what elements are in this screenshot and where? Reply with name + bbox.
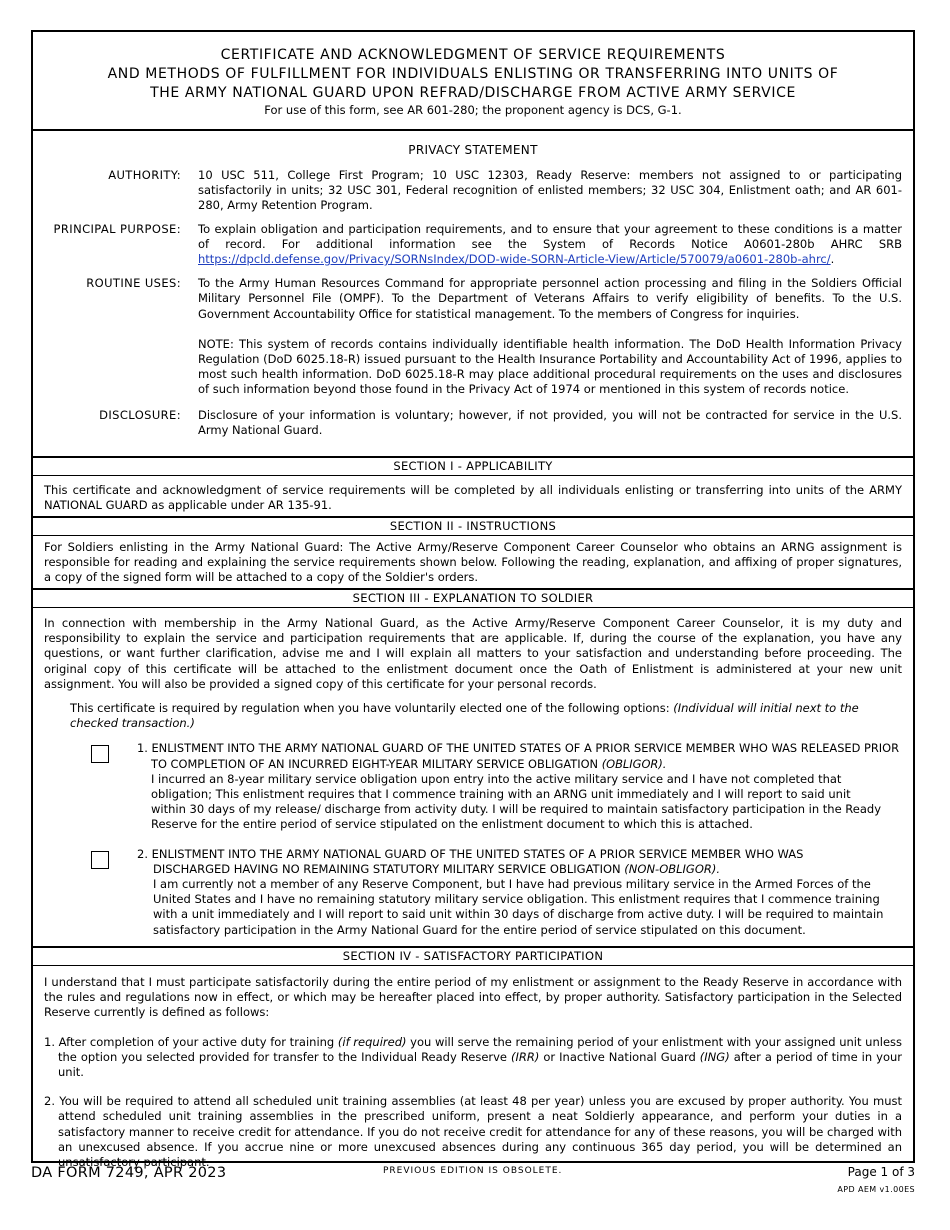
option-1-title-row (137, 741, 900, 771)
option-2-text: I am currently not a member of any Reserve Component, but I have had previous military service in the Armed Forces of the United States and I have no remaining statutory military service obligation. This enlistment requires that I commence training with a unit immediately and I will report to said unit within 30 days of discharge from active duty. I will be required to maintain satisfactory participation in the Army National Guard for the entire period of service stipulated on this document. (153, 877, 884, 937)
disclosure-label: DISCLOSURE: (99, 407, 181, 422)
sorn-link[interactable]: https://dpcld.defense.gov/Privacy/SORNsIndex/DOD-wide-SORN-Article-View/Article/570079/a0601-280b-ahrc/ (198, 252, 831, 267)
option-1-title: 1. ENLISTMENT INTO THE ARMY NATIONAL GUARD OF THE UNITED STATES OF A PRIOR SERVICE MEMBER WHO WAS RELEASED PRIOR TO COMPLETION OF AN INCURRED EIGHT-YEAR MILITARY SERVICE OBLIGATION (137, 741, 900, 771)
routine-label: ROUTINE USES: (86, 276, 181, 291)
intro-text: This certificate is required by regulation when you have voluntarily elected one of the following options: (70, 701, 670, 716)
disclosure-row (33, 408, 913, 438)
section-2-text: For Soldiers enlisting in the Army National Guard: The Active Army/Reserve Component Career Counselor who obtains an ARNG assignment is responsible for reading and explaining the service requirements shown below. Following the reading, explanation, and affixing of proper signatures, a copy of the signed form will be attached to a copy of the Soldier's orders. (44, 540, 902, 585)
section-4 (33, 948, 913, 1170)
disclosure-text: Disclosure of your information is voluntary; however, if not provided, you will not be contracted for service in the U.S. Army National Guard. (198, 407, 902, 437)
section-3-heading: SECTION III - EXPLANATION TO SOLDIER (33, 590, 913, 608)
option-2-tag: (NON-OBLIGOR). (624, 861, 721, 876)
purpose-text: To explain obligation and participation requirements, and to ensure that your agreement to these conditions is a matter of record. For additional information see the System of Records Notice A0601-280b AHRC SRB (198, 221, 902, 251)
title-line-1: CERTIFICATE AND ACKNOWLEDGMENT OF SERVICE REQUIREMENTS (220, 47, 726, 63)
form-title-block (33, 32, 913, 131)
section-1-text: This certificate and acknowledgment of service requirements will be completed by all individuals enlisting or transferring into units of the ARMY NATIONAL GUARD as applicable under AR 135-91. (44, 483, 902, 513)
authority-row (33, 168, 913, 214)
section-3 (33, 590, 913, 948)
authority-text: 10 USC 511, College First Program; 10 USC 12303, Ready Reserve: members not assigned to or participating satisfactorily in units; 32 USC 301, Federal recognition of enlisted members; 32 USC 304, Enlistment oath; and AR 601-280, Army Retention Program. (198, 168, 902, 213)
option-2-checkbox[interactable] (91, 851, 109, 869)
purpose-row (33, 222, 913, 268)
purpose-label: PRINCIPAL PURPOSE: (53, 221, 181, 236)
item-1-i3: (ING) (699, 1049, 730, 1064)
page-number: Page 1 of 3 (847, 1165, 915, 1179)
item-1-b: you will serve the remaining period of your enlistment with your assigned unit unless the option you selected provided for transfer to the Individual Ready Reserve (58, 1034, 902, 1064)
privacy-heading: PRIVACY STATEMENT (408, 143, 538, 157)
form-id: DA FORM 7249, APR 2023 (31, 1165, 227, 1181)
section-4-item-1 (33, 1021, 913, 1081)
item-1-i2: (IRR) (511, 1049, 540, 1064)
section-3-intro (33, 692, 913, 731)
title-line-3: THE ARMY NATIONAL GUARD UPON REFRAD/DISCHARGE FROM ACTIVE ARMY SERVICE (150, 85, 796, 101)
section-1 (33, 458, 913, 518)
option-1-tag: (OBLIGOR). (601, 756, 667, 771)
edition-note: PREVIOUS EDITION IS OBSOLETE. (383, 1166, 563, 1176)
note-text: NOTE: This system of records contains individually identifiable health information. The DoD Health Information Privacy Regulation (DoD 6025.18-R) issued pursuant to the Health Insurance Portability and Accountability Act of 1996, applies to most such health information. DoD 6025.18-R may place additional procedural requirements on the uses and disclosures of such information beyond those found in the Privacy Act of 1974 or mentioned in this system of records notice. (198, 336, 902, 397)
intro-italic: (Individual will initial next to the checked transaction.) (70, 701, 859, 731)
item-1-i1: (if required) (337, 1034, 407, 1049)
option-1-text: I incurred an 8-year military service obligation upon entry into the active military service and I have not completed that obligation; This enlistment requires that I commence training with an ARNG unit immediately and I will report to said unit within 30 days of my release/ discharge from activity duty. I will be required to maintain satisfactory participation in the Ready Reserve for the entire period of service stipulated on the enlistment document to which this is attached. (151, 771, 882, 832)
item-1-d: after a period of time in your unit. (58, 1049, 903, 1080)
routine-row (33, 276, 913, 322)
privacy-statement (33, 131, 913, 458)
option-1-checkbox[interactable] (91, 745, 109, 763)
version-tag: APD AEM v1.00ES (837, 1185, 915, 1194)
purpose-link-end: . (830, 252, 835, 267)
form-frame (31, 30, 915, 1170)
section-4-text: I understand that I must participate satisfactorily during the entire period of my enlistment or assignment to the Ready Reserve in accordance with the rules and regulations now in effect, or which may be hereafter placed into effect, by proper authority. Satisfactory participation in the Selected Reserve currently is defined as follows: (44, 975, 902, 1020)
section-4-item-2: 2. You will be required to attend all scheduled unit training assemblies (at least 48 per year) unless you are excused by proper authority. You must attend scheduled unit training assemblies in the prescribed uniform, present a neat Soldierly appearance, and perform your duties in a satisfactory manner to receive credit for attendance. If you do not receive credit for attendance for any of these reasons, you will be charged with an unexcused absence. If you accrue nine or more unexcused absences during any continuous 365 day period, you will be determined an unsatisfactory participant. (44, 1094, 902, 1170)
authority-label: AUTHORITY: (108, 168, 181, 182)
title-line-2: AND METHODS OF FULFILLMENT FOR INDIVIDUALS ENLISTING OR TRANSFERRING INTO UNITS OF (107, 66, 839, 82)
option-1 (33, 741, 913, 832)
section-2-heading: SECTION II - INSTRUCTIONS (33, 518, 913, 536)
routine-text: To the Army Human Resources Command for appropriate personnel action processing and filing in the Soldiers Official Military Personnel File (OMPF). To the Department of Veterans Affairs to verify eligibility of benefits. To the U.S. Government Accountability Office for statistical management. To the members of Congress for inquiries. (198, 276, 902, 321)
note-row (33, 337, 913, 398)
option-2 (33, 847, 913, 938)
option-2-title-row (137, 847, 900, 877)
item-1-a: 1. After completion of your active duty for training (44, 1034, 338, 1049)
section-3-text: In connection with membership in the Army National Guard, as the Active Army/Reserve Component Career Counselor, it is my duty and responsibility to explain the service and participation requirements that are applicable. If, during the course of the explanation, you have any questions, or want further clarification, advise me and I will explain all matters to your satisfaction and understanding before proceeding. The original copy of this certificate will be attached to the enlistment document once the Oath of Enlistment is administered at your new unit assignment. You will also be provided a signed copy of this certificate for your personal records. (44, 616, 902, 691)
section-2 (33, 518, 913, 590)
section-4-heading: SECTION IV - SATISFACTORY PARTICIPATION (33, 948, 913, 966)
section-1-heading: SECTION I - APPLICABILITY (33, 458, 913, 476)
form-subtitle: For use of this form, see AR 601-280; the proponent agency is DCS, G-1. (264, 103, 682, 117)
item-1-c: or Inactive National Guard (539, 1049, 700, 1064)
option-2-title: 2. ENLISTMENT INTO THE ARMY NATIONAL GUARD OF THE UNITED STATES OF A PRIOR SERVICE MEMBER WHO WAS DISCHARGED HAVING NO REMAINING STATUTORY MILITARY SERVICE OBLIGATION (137, 846, 804, 876)
